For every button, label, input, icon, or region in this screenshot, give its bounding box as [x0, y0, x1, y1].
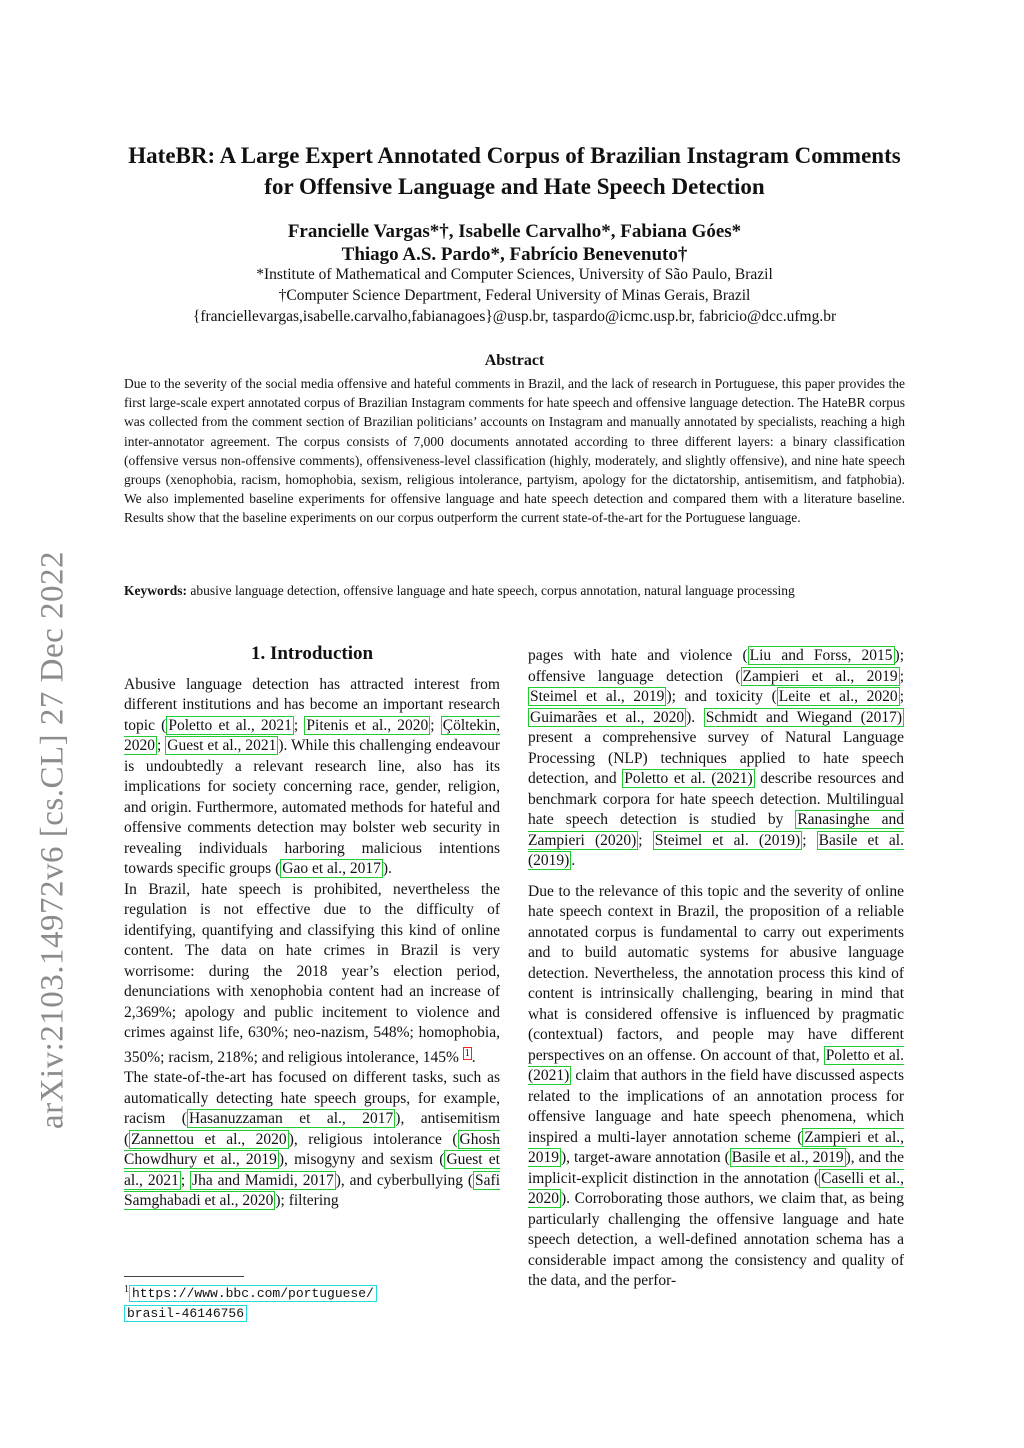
keywords [124, 581, 905, 600]
citation-link[interactable]: Steimel et al. (2019) [654, 831, 801, 849]
citation-link[interactable]: Liu and Forss, 2015 [749, 647, 893, 664]
citation-link[interactable]: Steimel et al., 2019 [530, 688, 665, 705]
arxiv-identifier-stamp [30, 470, 76, 1210]
citation-link[interactable]: Ranasinghe and Zampieri (2020) [528, 811, 904, 849]
citation-link[interactable]: Basile et al. (2019) [528, 831, 904, 869]
citation-link[interactable]: Jha and Mamidi, 2017 [192, 1171, 334, 1189]
citation-link[interactable]: Safi Samghabadi et al., 2020 [124, 1171, 501, 1210]
citation-link[interactable]: Basile et al., 2019 [731, 1149, 844, 1166]
footnote-link[interactable]: 1 [464, 1047, 470, 1059]
footnote-number: 1 [124, 1284, 129, 1295]
affiliations [124, 264, 905, 327]
citation-link[interactable]: Guest et al., 2021 [124, 1151, 500, 1189]
left-column [124, 640, 500, 1212]
citation-link[interactable]: Hasanuzzaman et al., 2017 [188, 1110, 394, 1128]
citation-link[interactable]: Zampieri et al., 2019 [742, 667, 898, 685]
citation-link[interactable]: Leite et al., 2020 [778, 688, 898, 705]
intro-paragraph-5: Due to the relevance of this topic and the severity of online hate speech context in Brazil, the proposition of a reliable annotated corpus is fundamental to carry out experiments and to build automatic systems for abusive language detection. Nevertheless, the annotation process this kind of content is intrinsically challenging, bearing in mind that what is considered offensive is influenced by pragmatic (contextual) factors, and people may have different perspectives on an offense. On account of that, Poletto et al. (2021) claim that authors in the field have discussed aspects related to the implications of an annotation process for offensive language and hate speech phenomena, which inspired a multi-layer annotation scheme ( Zampieri et al., 2019 ), target-aware annotation ( Basile et al., 2019 ), and the implicit-explicit distinction in the annotation ( Caselli et al., 2020 ). Corroborating those authors, we claim that, as being particularly challenging the offensive language and hate speech detection, a well-defined annotation schema has a considerable impact among the consistency and quality of the data, and the perfor- [528, 882, 905, 1289]
footnote-divider [124, 1276, 244, 1277]
intro-paragraph-3: The state-of-the-art has focused on different tasks, such as automatically detecting hate speech groups, for example, racism ( Hasanuzzaman et al., 2017 ), antisemitism ( Zannettou et al., 2020 ), religious intolerance ( Ghosh Chowdhury et al., 2019 ), misogyny and sexism ( Guest et al., 2021 ; Jha and Mamidi, 2017 ), and cyberbullying ( Safi Samghabadi et al., 2020 ); filtering [124, 1069, 501, 1210]
citation-link[interactable]: Ghosh Chowdhury et al., 2019 [124, 1130, 501, 1169]
citation-link[interactable]: Poletto et al. (2021) [528, 1046, 904, 1084]
footnote-url-link-continued[interactable]: brasil-46146756 [124, 1305, 247, 1322]
citation-link[interactable]: Pitenis et al., 2020 [306, 716, 429, 734]
section-heading-introduction: 1. Introduction [250, 643, 374, 664]
author-line-2: Thiago A.S. Pardo*, Fabrício Benevenuto† [341, 244, 688, 265]
abstract-body: Due to the severity of the social media offensive and hateful comments in Brazil, and the lack of research in Portuguese, this paper provides the first large-scale expert annotated corpus of Brazilian Instagram comments for hate speech and offensive language detection. The HateBR corpus was collected from the comment section of Brazilian politicians’ accounts on Instagram and manually annotated by specialists, reaching a high inter-annotator agreement. The corpus consists of 7,000 documents annotated according to three different layers: a binary classification (offensive versus non-offensive comments), offensiveness-level classification (highly, moderately, and slightly offensive), and nine hate speech groups (xenophobia, racism, homophobia, sexism, religious intolerance, partyism, apology for the dictatorship, antisemitism, and fatphobia). We also implemented baseline experiments for offensive language and hate speech detection and compared them with a literature baseline. Results show that the baseline experiments on our corpus outperform the current state-of-the-art for the Portuguese language. [124, 376, 905, 526]
keywords-text: abusive language detection, offensive language and hate speech, corpus annotation, natural language processing [190, 583, 795, 598]
footnote [124, 1280, 500, 1324]
citation-link[interactable]: Çöltekin, 2020 [124, 716, 501, 754]
citation-link[interactable]: Gao et al., 2017 [282, 860, 381, 877]
intro-paragraph-1: Abusive language detection has attracted interest from different institutions and has become an important research topic ( Poletto et al., 2021 ; Pitenis et al., 2020 ; Çöltekin, 2020 ; Guest et al., 2021 ). While this challenging endeavour is undoubtedly a relevant research line, also has its implications for society concerning race, gender, religion, and origin. Furthermore, automated methods for hateful and offensive comments detection may bolster web security in revealing individuals harboring malicious intentions towards specific groups ( Gao et al., 2017 ). [124, 675, 501, 877]
affiliation-line-1: *Institute of Mathematical and Computer Sciences, University of São Paulo, Brazil [256, 266, 773, 283]
citation-link[interactable]: Caselli et al., 2020 [528, 1169, 905, 1207]
right-column [528, 646, 904, 1292]
author-line-1: Francielle Vargas*†, Isabelle Carvalho*, Fabiana Góes* [287, 221, 742, 242]
citation-link[interactable]: Poletto et al. (2021) [624, 770, 753, 787]
citation-link[interactable]: Guimarães et al., 2020 [530, 708, 685, 726]
citation-link[interactable]: Guest et al., 2021 [167, 737, 277, 754]
keywords-label: Keywords: [124, 583, 187, 598]
citation-link[interactable]: Poletto et al., 2021 [168, 716, 292, 734]
footnote-url-link[interactable]: https://www.bbc.com/portuguese/ [129, 1285, 377, 1302]
intro-paragraph-4: pages with hate and violence ( Liu and Forss, 2015 ); offensive language detection ( Zampieri et al., 2019 ; Steimel et al., 2019 ); and toxicity ( Leite et al., 2020 ; Guimarães et al., 2020 ). Schmidt and Wiegand (2017) present a comprehensive survey of Natural Language Processing (NLP) techniques applied to hate speech detection, and Poletto et al. (2021) describe resources and benchmark corpora for hate speech detection. Multilingual hate speech detection is studied by Ranasinghe and Zampieri (2020) ; Steimel et al. (2019) ; Basile et al. (2019) . [528, 647, 904, 869]
citation-link[interactable]: Schmidt and Wiegand (2017) [705, 708, 902, 726]
arxiv-identifier-text: arXiv:2103.14972v6 [cs.CL] 27 Dec 2022 [34, 550, 71, 1130]
author-list [124, 220, 905, 266]
intro-paragraph-2: In Brazil, hate speech is prohibited, nevertheless the regulation is not effective due to the difficulty of identifying, quantifying and classifying this kind of online content. The data on hate crimes in Brazil is very worrisome: during the 2018 year’s election period, denunciations with xenophobia content had an increase of 2,369%; apology and public incitement to violence and crimes against life, 630%; neo-nazism, 548%; homophobia, 350%; racism, 218%; and religious intolerance, 145% $^1$ . [124, 880, 500, 1066]
abstract-heading: Abstract [484, 352, 545, 369]
citation-link[interactable]: Zampieri et al., 2019 [528, 1128, 904, 1166]
affiliation-line-2: †Computer Science Department, Federal University of Minas Gerais, Brazil [278, 287, 751, 304]
citation-link[interactable]: Zannettou et al., 2020 [131, 1130, 287, 1148]
affiliation-emails: {franciellevargas,isabelle.carvalho,fabianagoes}@usp.br, taspardo@icmc.usp.br, fabricio@dcc.ufmg.br [192, 308, 837, 325]
paper-title: HateBR: A Large Expert Annotated Corpus of Brazilian Instagram Comments for Offensive Language and Hate Speech Detection [128, 143, 901, 199]
